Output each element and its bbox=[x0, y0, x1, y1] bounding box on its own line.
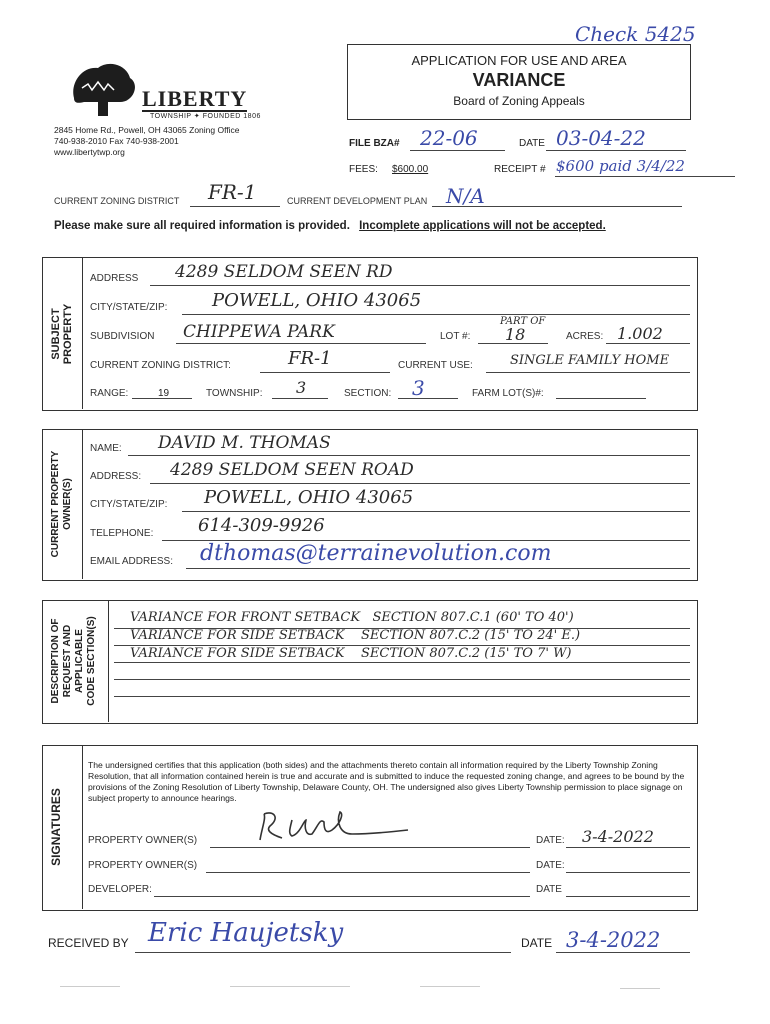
development-plan-label: CURRENT DEVELOPMENT PLAN bbox=[287, 196, 428, 206]
receipt-value: $600 paid 3/4/22 bbox=[556, 157, 685, 175]
farm-lot-label: FARM LOT(S)#: bbox=[472, 388, 544, 399]
signatures-title: SIGNATURES bbox=[49, 788, 63, 866]
title-board: Board of Zoning Appeals bbox=[453, 94, 585, 108]
township-contact bbox=[54, 125, 240, 158]
file-label: FILE BZA# bbox=[349, 138, 400, 149]
subject-zoning-value: FR-1 bbox=[288, 348, 332, 369]
check-note: Check 5425 bbox=[575, 22, 696, 46]
township-label: TOWNSHIP: bbox=[206, 388, 263, 399]
received-by-label: RECEIVED BY bbox=[48, 936, 129, 950]
lot-label: LOT #: bbox=[440, 331, 471, 342]
address-line: 2845 Home Rd., Powell, OH 43065 Zoning Office bbox=[54, 125, 240, 135]
owner2-date-label: DATE: bbox=[536, 860, 565, 871]
current-use-label: CURRENT USE: bbox=[398, 360, 473, 371]
received-date-value: 3-4-2022 bbox=[566, 928, 661, 952]
owner-city-value: POWELL, OHIO 43065 bbox=[204, 487, 414, 508]
date-label: DATE bbox=[519, 138, 545, 149]
email-label: EMAIL ADDRESS: bbox=[90, 556, 173, 567]
file-number: 22-06 bbox=[420, 126, 478, 150]
fees-label: FEES: bbox=[349, 164, 378, 175]
file-date: 03-04-22 bbox=[556, 126, 646, 150]
acres-value: 1.002 bbox=[617, 324, 663, 343]
required-notice bbox=[54, 220, 606, 232]
owner2-label: PROPERTY OWNER(S) bbox=[88, 860, 198, 871]
owner-name-value: DAVID M. THOMAS bbox=[158, 433, 331, 453]
title-box bbox=[347, 44, 691, 120]
acres-label: ACRES: bbox=[566, 331, 604, 342]
receipt-label: RECEIPT # bbox=[494, 164, 546, 175]
zoning-district-label: CURRENT ZONING DISTRICT bbox=[54, 196, 180, 206]
email-value: dthomas@terrainevolution.com bbox=[200, 541, 552, 566]
current-use-value: SINGLE FAMILY HOME bbox=[510, 353, 670, 368]
subject-zoning-label: CURRENT ZONING DISTRICT: bbox=[90, 360, 231, 371]
owner1-date-value: 3-4-2022 bbox=[582, 827, 654, 846]
owner-section-title: CURRENT PROPERTY OWNER(S) bbox=[50, 450, 73, 558]
owner-address-label: ADDRESS: bbox=[90, 471, 142, 482]
phone-line: 740-938-2010 Fax 740-938-2001 bbox=[54, 136, 179, 146]
owner-signature-label: PROPERTY OWNER(S) bbox=[88, 835, 198, 846]
logo-text: LIBERTY bbox=[142, 86, 248, 111]
title-line-1: APPLICATION FOR USE AND AREA bbox=[411, 53, 627, 68]
subdivision-label: SUBDIVISION bbox=[90, 331, 155, 342]
telephone-label: TELEPHONE: bbox=[90, 528, 154, 539]
subject-property-title: SUBJECT PROPERTY bbox=[50, 303, 74, 365]
telephone-value: 614-309-9926 bbox=[198, 515, 325, 536]
logo-subtext: TOWNSHIP ✦ FOUNDED 1806 bbox=[150, 113, 261, 120]
subject-city-label: CITY/STATE/ZIP: bbox=[90, 302, 168, 313]
owner-name-label: NAME: bbox=[90, 443, 122, 454]
subject-city-value: POWELL, OHIO 43065 bbox=[212, 290, 422, 311]
description-line-1: VARIANCE FOR FRONT SETBACK SECTION 807.C.1 (60' TO 40') bbox=[130, 610, 574, 625]
range-value: 19 bbox=[158, 388, 170, 399]
development-plan-value: N/A bbox=[446, 184, 485, 208]
subject-address-label: ADDRESS bbox=[90, 273, 139, 284]
website-link: www.libertytwp.org bbox=[54, 147, 125, 157]
subject-address-value: 4289 SELDOM SEEN RD bbox=[175, 262, 393, 282]
zoning-district-value: FR-1 bbox=[208, 180, 257, 204]
lot-note: PART OF bbox=[500, 316, 546, 327]
received-date-label: DATE bbox=[521, 936, 553, 950]
owner1-date-label: DATE: bbox=[536, 835, 565, 846]
notice-text: Please make sure all required information is provided. bbox=[54, 220, 350, 232]
description-line-3: VARIANCE FOR SIDE SETBACK SECTION 807.C.2 (15' TO 7' W) bbox=[130, 646, 572, 661]
description-line-2: VARIANCE FOR SIDE SETBACK SECTION 807.C.2 (15' TO 24' E.) bbox=[130, 628, 581, 643]
section-value: 3 bbox=[412, 376, 425, 400]
range-label: RANGE: bbox=[90, 388, 129, 399]
subdivision-value: CHIPPEWA PARK bbox=[183, 322, 335, 342]
description-title: DESCRIPTION OF REQUEST AND APPLICABLE CODE SECTION(S) bbox=[50, 616, 97, 706]
notice-warning: Incomplete applications will not be accepted. bbox=[359, 220, 606, 232]
owner-signature bbox=[240, 808, 410, 848]
certification-text: The undersigned certifies that this application (both sides) and the attachments thereto contain all information required by the Liberty Township Zoning Resolution, that all information contained herein is true and accurate and is submitted to induce the requested zoning change, and agrees to be bound by the provisions of the Zoning Resolution of Liberty Township, Delaware County, OH. The undersigned also gives Liberty Township permission to place signage on subject property to announce hearings. bbox=[88, 760, 685, 803]
township-value: 3 bbox=[296, 378, 307, 397]
section-label: SECTION: bbox=[344, 388, 392, 399]
developer-label: DEVELOPER: bbox=[88, 884, 152, 895]
developer-date-label: DATE bbox=[536, 884, 562, 895]
fees-value: $600.00 bbox=[392, 164, 429, 175]
owner-city-label: CITY/STATE/ZIP: bbox=[90, 499, 168, 510]
received-by-value: Eric Haujetsky bbox=[148, 918, 344, 948]
owner-address-value: 4289 SELDOM SEEN ROAD bbox=[170, 460, 414, 480]
title-variance: VARIANCE bbox=[472, 70, 566, 90]
lot-value: 18 bbox=[505, 325, 526, 344]
